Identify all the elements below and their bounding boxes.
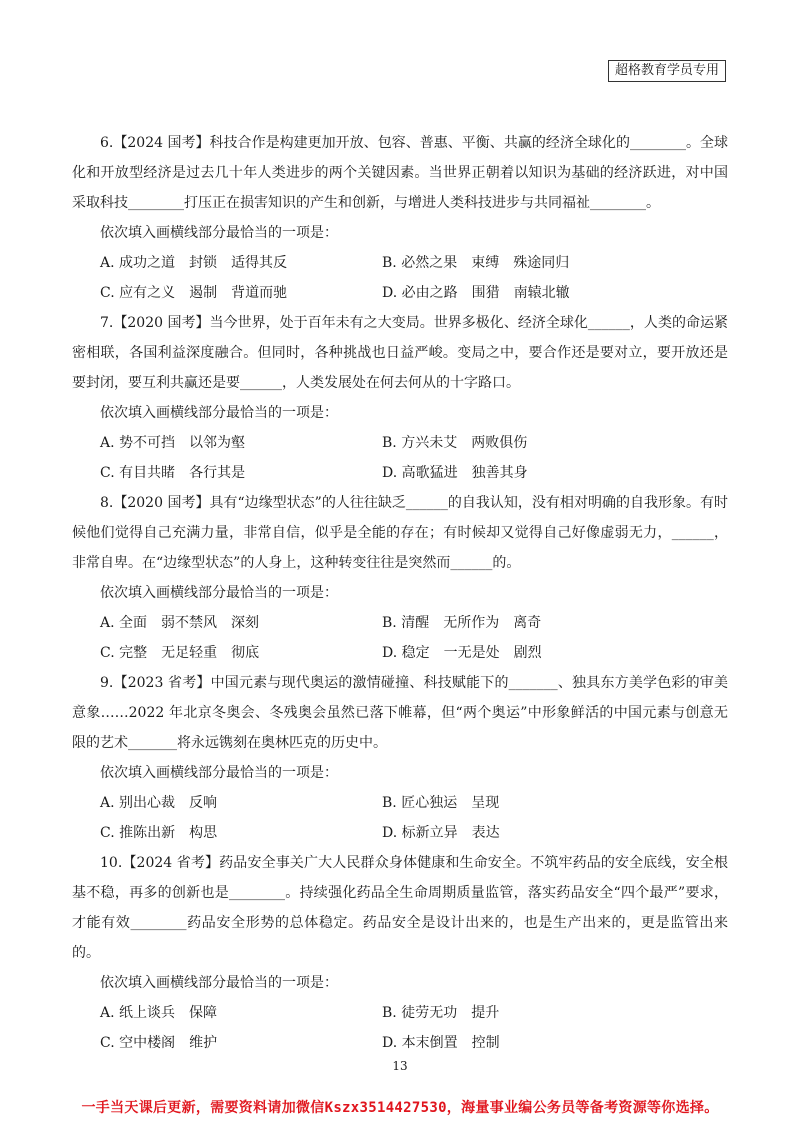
question-text: 8.【2020 国考】具有“边缘型状态”的人往往缺乏______的自我认知，没有相对明确的自我形象。有时候他们觉得自己充满力量，非常自信，似乎是全能的存在；有时候却又觉得自己好像虚弱无力，______，非常自卑。在“边缘型状态”的人身上，这种转变往往是突然而______的。 <box>72 495 728 571</box>
option-d: D. 必由之路 围猎 南辕北辙 <box>382 285 570 301</box>
question-list <box>72 128 728 1058</box>
option-grid <box>72 998 728 1058</box>
option-a: A. 势不可挡 以邻为壑 <box>100 435 246 451</box>
question-7 <box>72 308 728 488</box>
question-text: 10.【2024 省考】药品安全事关广大人民群众身体健康和生命安全。不筑牢药品的安全底线，安全根基不稳，再多的创新也是________。持续强化药品全生命周期质量监管，落实药品安全“四个最严”要求，才能有效________药品安全形势的总体稳定。药品安全是设计出来的，也是生产出来的，更是监管出来的。 <box>72 855 728 961</box>
option-c: C. 推陈出新 构思 <box>100 825 218 841</box>
question-prompt: 依次填入画横线部分最恰当的一项是： <box>100 585 338 601</box>
option-c: C. 空中楼阁 维护 <box>100 1035 218 1051</box>
question-prompt: 依次填入画横线部分最恰当的一项是： <box>100 765 338 781</box>
option-a: A. 纸上谈兵 保障 <box>100 1005 218 1021</box>
question-prompt: 依次填入画横线部分最恰当的一项是： <box>100 405 338 421</box>
option-c: C. 完整 无足轻重 彻底 <box>100 645 260 661</box>
question-prompt: 依次填入画横线部分最恰当的一项是： <box>100 975 338 991</box>
page-number: 13 <box>392 1059 408 1073</box>
option-a: A. 成功之道 封锁 适得其反 <box>100 255 288 271</box>
question-text: 7.【2020 国考】当今世界，处于百年未有之大变局。世界多极化、经济全球化______，人类的命运紧密相联，各国利益深度融合。但同时，各种挑战也日益严峻。变局之中，要合作还是要对立，要开放还是要封闭，要互利共赢还是要______，人类发展处在何去何从的十字路口。 <box>72 315 728 391</box>
option-c: C. 有目共睹 各行其是 <box>100 465 246 481</box>
footer-promo-text: 一手当天课后更新，需要资料请加微信Kszx3514427530，海量事业编公务员等备考资源等你选择。 <box>81 1100 719 1116</box>
option-d: D. 稳定 一无是处 剧烈 <box>382 645 542 661</box>
option-grid <box>72 608 728 668</box>
option-d: D. 本末倒置 控制 <box>382 1035 500 1051</box>
option-b: B. 匠心独运 呈现 <box>382 795 500 811</box>
option-d: D. 高歌猛进 独善其身 <box>382 465 528 481</box>
option-grid <box>72 248 728 308</box>
question-text: 9.【2023 省考】中国元素与现代奥运的激情碰撞、科技赋能下的_______、独具东方美学色彩的审美意象……2022 年北京冬奥会、冬残奥会虽然已落下帷幕，但“两个奥运”中形象鲜活的中国元素与创意无限的艺术_______将永远镌刻在奥林匹克的历史中。 <box>72 675 728 751</box>
option-grid <box>72 428 728 488</box>
option-c: C. 应有之义 遏制 背道而驰 <box>100 285 288 301</box>
option-b: B. 方兴未艾 两败俱伤 <box>382 435 528 451</box>
question-text: 6.【2024 国考】科技合作是构建更加开放、包容、普惠、平衡、共赢的经济全球化的________。全球化和开放型经济是过去几十年人类进步的两个关键因素。当世界正朝着以知识为基础的经济跃进，对中国采取科技________打压正在损害知识的产生和创新，与增进人类科技进步与共同福祉________。 <box>72 135 728 211</box>
option-a: A. 全面 弱不禁风 深刻 <box>100 615 260 631</box>
option-b: B. 清醒 无所作为 离奇 <box>382 615 542 631</box>
question-10 <box>72 848 728 1058</box>
question-prompt: 依次填入画横线部分最恰当的一项是： <box>100 225 338 241</box>
option-b: B. 必然之果 束缚 殊途同归 <box>382 255 570 271</box>
option-b: B. 徒劳无功 提升 <box>382 1005 500 1021</box>
question-6 <box>72 128 728 308</box>
watermark-label: 超格教育学员专用 <box>608 60 726 82</box>
question-8 <box>72 488 728 668</box>
option-a: A. 别出心裁 反响 <box>100 795 218 811</box>
question-9 <box>72 668 728 848</box>
option-grid <box>72 788 728 848</box>
option-d: D. 标新立异 表达 <box>382 825 500 841</box>
